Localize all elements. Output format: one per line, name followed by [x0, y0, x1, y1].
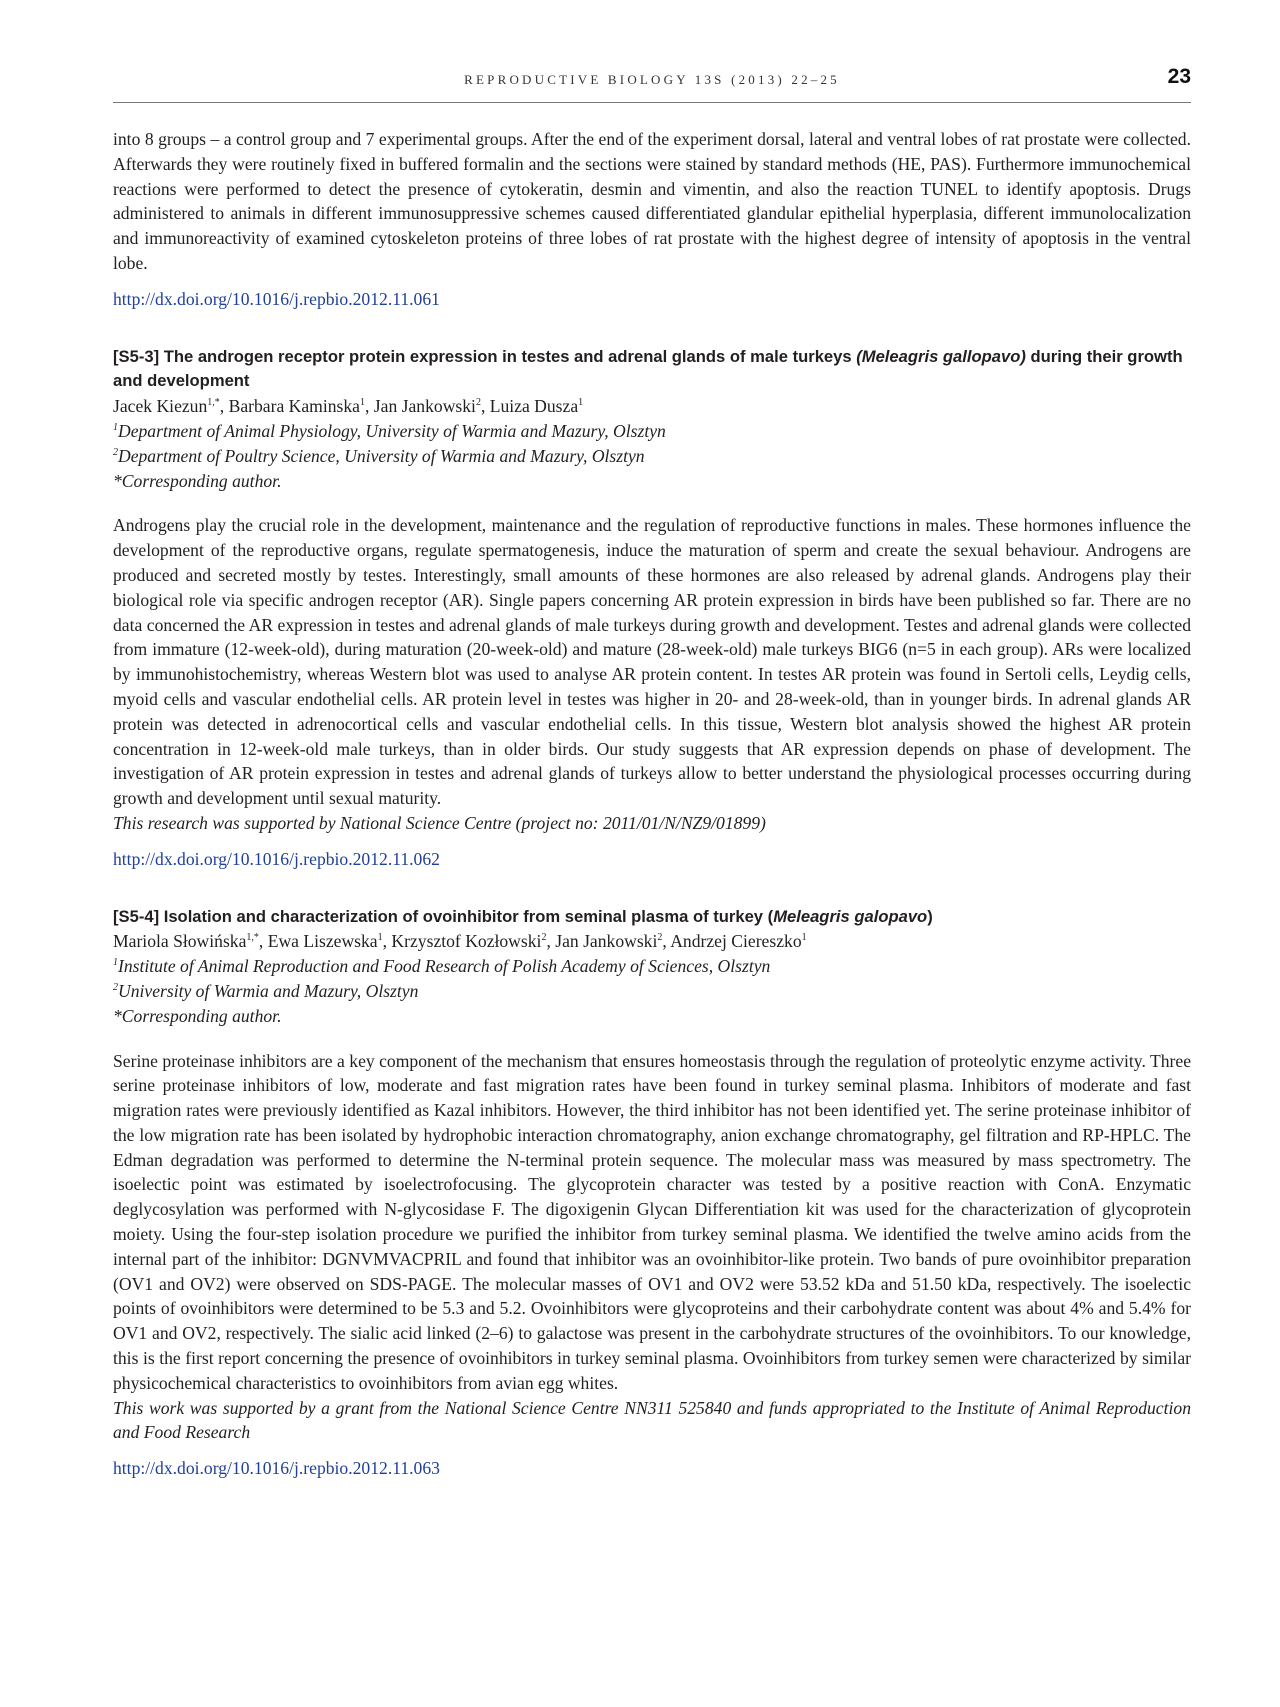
author-name: Mariola Słowińska — [113, 931, 247, 952]
title-text: [S5-3] The androgen receptor protein expression in testes and adrenal glands of male turkeys — [113, 346, 857, 366]
affiliation — [113, 419, 1191, 444]
author-separator: , — [219, 396, 229, 417]
affiliation-mark: 2 — [113, 982, 118, 994]
corresponding-author-note: *Corresponding author. — [113, 1005, 282, 1026]
author-separator: , — [382, 931, 392, 952]
affiliation-text: University of Warmia and Mazury, Olsztyn — [118, 980, 419, 1001]
author-name: Jacek Kiezun — [113, 396, 208, 417]
author-name: Andrzej Ciereszko — [670, 931, 802, 952]
author-affiliation-mark: 1 — [801, 932, 807, 944]
funding-note: This work was supported by a grant from the National Science Centre NN311 525840 and funds appropriated to the Institute of Animal Reproduction and Food Research — [113, 1397, 1191, 1443]
title-text: [S5-4] Isolation and characterization of ovoinhibitor from seminal plasma of turkey ( — [113, 906, 774, 926]
abstract-title — [113, 345, 1191, 395]
affiliation-text: Department of Poultry Science, University of Warmia and Mazury, Olsztyn — [118, 445, 645, 466]
author-separator: , — [662, 931, 671, 952]
funding-note: This research was supported by National Science Centre (project no: 2011/01/N/NZ9/01899) — [113, 812, 766, 833]
author-affiliation-mark: 2 — [657, 932, 663, 944]
page-number: 23 — [1167, 65, 1191, 88]
journal-page — [113, 62, 1191, 1514]
author-affiliation-mark: 2 — [475, 397, 481, 409]
affiliation — [113, 954, 1191, 979]
continued-abstract-text: into 8 groups – a control group and 7 experimental groups. After the end of the experiment dorsal, lateral and ventral lobes of rat prostate were collected. Afterwards they were routinely fixed in buffered formalin and the sections were stained by standard methods (HE, PAS). Furthermore immunochemical reactions were performed to detect the presence of cytokeratin, desmin and vimentin, and also the reaction TUNEL to identify apoptosis. Drugs administered to animals in different immunosuppressive schemes caused differentiated glandular epithelial hyperplasia, different immunolocalization and immunoreactivity of examined cytoskeleton proteins of three lobes of rat prostate with the highest degree of intensity of apoptosis in the ventral lobe. — [113, 129, 1191, 273]
author-name: Krzysztof Kozłowski — [391, 931, 542, 952]
author-name: Ewa Liszewska — [267, 931, 378, 952]
author-affiliation-mark: 1 — [377, 932, 383, 944]
abstract-body: Androgens play the crucial role in the development, maintenance and the regulation of reproductive functions in males. These hormones influence the development of the reproductive organs, regulate spermatogenesis, induce the maturation of sperm and create the sexual behaviour. Androgens are produced and secreted mostly by testes. Interestingly, small amounts of these hormones are also released by adrenal glands. Androgens play their biological role via specific androgen receptor (AR). Single papers concerning AR protein expression in birds have been published so far. There are no data concerned the AR expression in testes and adrenal glands of male turkeys during growth and development. Testes and adrenal glands were collected from immature (12-week-old), during maturation (20-week-old) and mature (28-week-old) male turkeys BIG6 (n=5 in each group). ARs were localized by immunohistochemistry, whereas Western blot was used to analyse AR protein content. In testes AR protein was found in Sertoli cells, Leydig cells, myoid cells and vascular endothelial cells. AR protein level in testes was higher in 20- and 28-week-old, than in younger birds. In adrenal glands AR protein was detected in adrenocortical cells and vascular endothelial cells. In this tissue, Western blot analysis showed the highest AR protein concentration in 12-week-old male turkeys, than in older birds. Our study suggests that AR expression depends on phase of development. The investigation of AR protein expression in testes and adrenal glands of turkeys allow to better understand the physiological processes occurring during growth and development until sexual maturity. — [113, 515, 1191, 809]
author-affiliation-mark: 1,* — [207, 397, 220, 409]
abstract-title — [113, 905, 1191, 930]
affiliation-mark: 1 — [113, 422, 118, 434]
author-separator: , — [546, 931, 556, 952]
abstract-s5-4 — [113, 905, 1191, 1482]
doi-link[interactable]: http://dx.doi.org/10.1016/j.repbio.2012.11.063 — [113, 1458, 440, 1479]
author-affiliation-mark: 1 — [360, 397, 365, 409]
author-name: Jan Jankowski — [373, 396, 476, 417]
affiliation — [113, 979, 1191, 1004]
page-content — [113, 103, 1191, 1481]
doi-link[interactable]: http://dx.doi.org/10.1016/j.repbio.2012.11.062 — [113, 848, 440, 869]
running-header — [113, 62, 1191, 103]
title-species: Meleagris galopavo — [773, 906, 928, 926]
author-name: Barbara Kaminska — [228, 396, 360, 417]
title-text-end: during their growth and development — [113, 346, 1183, 391]
spacer — [113, 1039, 1191, 1049]
abstract-body: Serine proteinase inhibitors are a key component of the mechanism that ensures homeostasis through the regulation of proteolytic enzyme activity. Three serine proteinase inhibitors of low, moderate and fast migration rates have been found in turkey seminal plasma. Inhibitors of moderate and fast migration rates were previously identified as Kazal inhibitors. However, the third inhibitor has not been identified yet. The serine proteinase inhibitor of the low migration rate has been isolated by hydrophobic interaction chromatography, anion exchange chromatography, gel filtration and RP-HPLC. The Edman degradation was performed to determine the N-terminal protein sequence. The molecular mass was measured by mass spectrometry. The isoelectic point was estimated by isoelectrofocusing. The glycoprotein character was tested by a positive reaction with ConA. Enzymatic deglycosylation was performed with N-glycosidase F. The digoxigenin Glycan Differentiation kit was used for the characterization of glycoprotein moiety. Using the four-step isolation procedure we purified the inhibitor from turkey seminal plasma. We identified the twelve amino acids from the internal part of the inhibitor: DGNVMVACPRIL and found that inhibitor was an ovoinhibitor-like protein. Two bands of pure ovoinhibitor preparation (OV1 and OV2) were observed on SDS-PAGE. The molecular masses of OV1 and OV2 were 53.52 kDa and 51.50 kDa, respectively. The isoelectic points of ovoinhibitors were determined to be 5.3 and 5.2. Ovoinhibitors were glycoproteins and their carbohydrate content was about 4% and 5.4% for OV1 and OV2, respectively. The sialic acid linked (2–6) to galactose was present in the carbohydrate structures of the ovoinhibitors. To our knowledge, this is the first report concerning the presence of ovoinhibitors in turkey seminal plasma. Ovoinhibitors from turkey semen were characterized by similar physicochemical characteristics to ovoinhibitors from avian egg whites. — [113, 1050, 1191, 1393]
doi-link[interactable]: http://dx.doi.org/10.1016/j.repbio.2012.11.061 — [113, 288, 440, 309]
author-separator: , — [480, 396, 490, 417]
author-separator: , — [258, 931, 268, 952]
abstract-s5-3 — [113, 345, 1191, 872]
author-list — [113, 929, 1191, 954]
author-separator: , — [365, 396, 374, 417]
spacer — [113, 503, 1191, 513]
author-name: Luiza Dusza — [489, 396, 579, 417]
author-list — [113, 394, 1191, 419]
affiliation-mark: 2 — [113, 446, 118, 458]
title-species: (Meleagris gallopavo) — [856, 346, 1026, 366]
author-name: Jan Jankowski — [555, 931, 658, 952]
title-text-end: ) — [927, 906, 933, 926]
corresponding-author-note: *Corresponding author. — [113, 470, 282, 491]
affiliation — [113, 444, 1191, 469]
author-affiliation-mark: 2 — [541, 932, 547, 944]
author-affiliation-mark: 1,* — [246, 932, 259, 944]
author-affiliation-mark: 1 — [578, 397, 584, 409]
affiliation-mark: 1 — [113, 957, 118, 969]
journal-citation: REPRODUCTIVE BIOLOGY 13S (2013) 22–25 — [464, 72, 840, 87]
affiliation-text: Institute of Animal Reproduction and Food Research of Polish Academy of Sciences, Olsztyn — [118, 956, 771, 977]
affiliation-text: Department of Animal Physiology, University of Warmia and Mazury, Olsztyn — [118, 420, 666, 441]
